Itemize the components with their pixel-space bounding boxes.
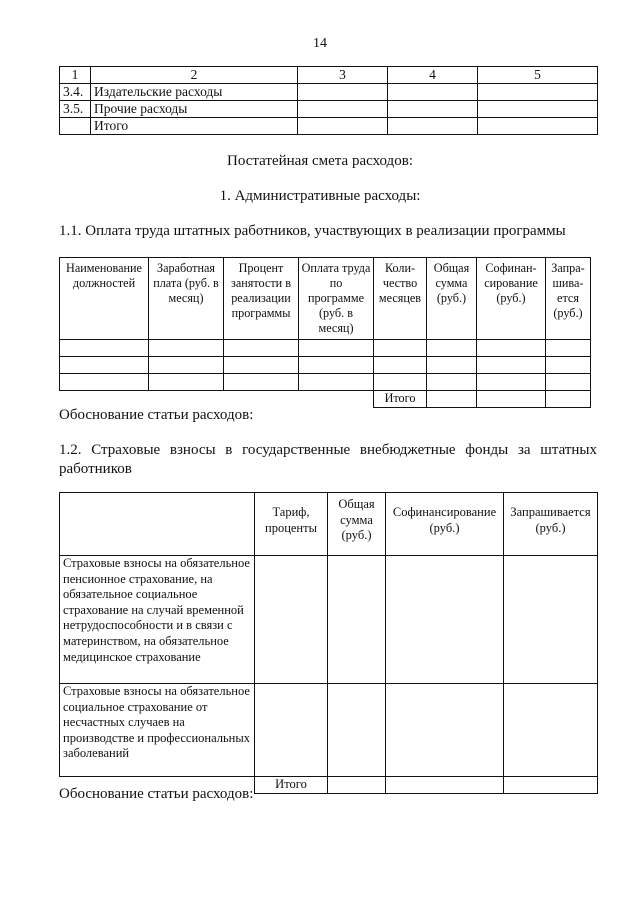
- row-label-accident: Страховые взносы на обязательное социальное страхование от несчастных случаев на производстве и профессиональных заболеваний: [60, 684, 255, 777]
- total-row: [60, 391, 591, 408]
- table-header-row: [60, 493, 598, 556]
- total-label: Итого: [374, 391, 427, 408]
- table-cell: [478, 118, 598, 135]
- col-header: 2: [91, 67, 298, 84]
- table-row: [60, 101, 598, 118]
- justification-1: Обоснование статьи расходов:: [59, 407, 254, 423]
- col-header-total: Общая сумма (руб.): [427, 258, 477, 340]
- table-header-row: [60, 258, 591, 340]
- col-header-cofinancing: Софинансирование (руб.): [386, 493, 504, 556]
- table-row: [60, 556, 598, 684]
- col-header-pay: Оплата труда по программе (руб. в месяц): [299, 258, 374, 340]
- insurance-table: [59, 492, 598, 794]
- col-header-percent: Процент занятости в реализации программы: [224, 258, 299, 340]
- top-budget-table: [59, 66, 598, 135]
- col-header-requested: Запрашивается (руб.): [504, 493, 598, 556]
- table-cell: [298, 101, 388, 118]
- subheading-1-1: 1.1. Оплата труда штатных работников, участвующих в реализации программы: [59, 223, 566, 239]
- row-number: 3.4.: [60, 84, 91, 101]
- row-label-pension: Страховые взносы на обязательное пенсионное страхование, на обязательное социальное страхование на случай временной нетрудоспособности и в связи с материнством, на обязательное медицинское страхование: [60, 556, 255, 684]
- table-row: [60, 374, 591, 391]
- col-header-months: Коли-чество месяцев: [374, 258, 427, 340]
- table-cell: [478, 84, 598, 101]
- salary-table: [59, 257, 591, 408]
- table-row: [60, 118, 598, 135]
- table-cell: [388, 118, 478, 135]
- col-header-cofinancing: Софинан-сирование (руб.): [477, 258, 546, 340]
- table-row: [60, 84, 598, 101]
- col-header-empty: [60, 493, 255, 556]
- col-header-total: Общая сумма (руб.): [328, 493, 386, 556]
- table-cell: [478, 101, 598, 118]
- col-header: 4: [388, 67, 478, 84]
- col-header-salary: Заработная плата (руб. в месяц): [149, 258, 224, 340]
- justification-2: Обоснование статьи расходов:: [59, 786, 254, 802]
- row-number: [60, 118, 91, 135]
- table-cell: [388, 101, 478, 118]
- subheading-1-2: 1.2. Страховые взносы в государственные внебюджетные фонды за штатных работников: [59, 442, 597, 477]
- table-cell: [388, 84, 478, 101]
- table-cell: [298, 118, 388, 135]
- col-header-tariff: Тариф, проценты: [255, 493, 328, 556]
- heading-section-1: 1. Административные расходы:: [219, 188, 421, 204]
- row-number: 3.5.: [60, 101, 91, 118]
- table-row: [60, 340, 591, 357]
- page-number: 14: [313, 36, 327, 51]
- col-header: 1: [60, 67, 91, 84]
- table-row: [60, 357, 591, 374]
- col-header-requested: Запра-шива-ется (руб.): [546, 258, 591, 340]
- row-name: Итого: [91, 118, 298, 135]
- total-label: Итого: [255, 777, 328, 794]
- col-header: 5: [478, 67, 598, 84]
- row-name: Прочие расходы: [91, 101, 298, 118]
- col-header-position: Наименование должностей: [60, 258, 149, 340]
- table-header-row: [60, 67, 598, 84]
- heading-main: Постатейная смета расходов:: [227, 153, 413, 169]
- table-cell: [298, 84, 388, 101]
- row-name: Издательские расходы: [91, 84, 298, 101]
- col-header: 3: [298, 67, 388, 84]
- table-row: [60, 684, 598, 777]
